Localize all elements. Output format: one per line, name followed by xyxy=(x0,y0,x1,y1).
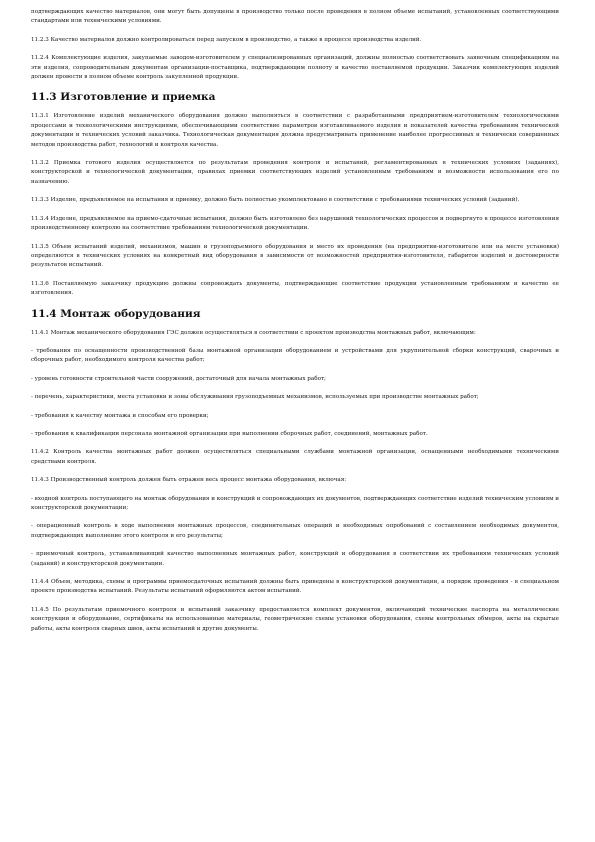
list-item-operational-control: - операционный контроль в ходе выполнения монтажных процессов, соединительных операций и необходимых опробований с составлением необходимых документов, подтверждающих выполнение этого контроля и его результаты; xyxy=(31,523,559,539)
section-heading-11-4: 11.4 Монтаж оборудования xyxy=(31,307,201,320)
paragraph-11-3-1: 11.3.1 Изготовление изделий механического оборудования должно выполняться в соответствии с разработанными предприятием-изготовителем технологическими процессами и технологическими инструкциями, обеспечивающими соответствие параметров изготавливаемого изделия и показателей качества требованиям технической документации и технических условий заказчика. Технологическая документация должна предусматривать применение наиболее прогрессивных и технически совершенных методов производства работ, технологий и контроля качества. xyxy=(31,113,559,148)
paragraph-11-4-4: 11.4.4 Объем, методика, схемы и программы приемосдаточных испытаний должны быть приведены в конструкторской документации, а порядок проведения - в специальном проекте производства испытаний. Результаты испытаний оформляются актом испытаний. xyxy=(31,579,559,595)
list-item-staff-qualification: - требования к квалификации персонала монтажной организации при выполнении сборочных работ, соединений, монтажных работ. xyxy=(31,430,428,437)
list-item-quality-requirements: - требования к качеству монтажа и способам его проверки; xyxy=(31,412,209,419)
paragraph-11-4-5: 11.4.5 По результатам приемочного контроля и испытаний заказчику предоставляется комплект документов, включающий технические паспорта на металлические конструкции и оборудование, сертификаты на использованные материалы, геометрические схемы установки оборудования, схемы контрольных обмеров, акты на скрытые работы, акты контроля сварных швов, акты испытаний и другие документы. xyxy=(31,606,559,632)
paragraph-11-4-3: 11.4.3 Производственный контроль должен быть отражен весь процесс монтажа оборудования, включая: xyxy=(31,477,347,484)
paragraph-11-2-4: 11.2.4 Комплектующие изделия, закупаемые заводом-изготовителем у специализированных организаций, должны полностью соответствовать заявочным спецификациям на эти изделия, сопроводительным документам организации-поставщика, подтверждающим полноту и качество поставляемой продукции. Заказчик комплектующих изделий должен провести в полном объеме контроль закупленной продукции. xyxy=(31,55,559,81)
paragraph-11-3-2: 11.3.2 Приемка готового изделия осуществляется по результатам проведения контроля и испытаний, регламентированных в технических условиях (заданиях), конструкторской и технологической документации, правилах приемки соответствующих изделий установленным требованиям и возможности использования его по назначению. xyxy=(31,160,559,185)
paragraph-continuation: подтверждающих качество материалов, они могут быть допущены в производство только после проведения в полном объеме испытаний, установленных соответствующими стандартами или техническими условиями. xyxy=(31,9,559,25)
list-item-lifting-mechanisms: - перечень, характеристики, места установки и зоны обслуживания грузоподъемных механизмов, используемых при производстве монтажных работ; xyxy=(31,394,479,401)
section-heading-11-3: 11.3 Изготовление и приемка xyxy=(31,91,216,104)
paragraph-11-3-4: 11.3.4 Изделие, предъявляемое на приемо-сдаточные испытания, должно быть изготовлено без нарушений технологических процессов и подвергнуто в процессе изготовления производственному контролю на соответствие требованиям технологической документации. xyxy=(31,215,559,232)
list-item-incoming-control: - входной контроль поступающего на монтаж оборудования и конструкций и сопровождающих их документов, подтверждающих соответствие изделий техническим условиям и конструкторской документации; xyxy=(31,495,559,511)
paragraph-11-4-2: 11.4.2 Контроль качества монтажных работ должен осуществляться специальными службами монтажной организации, оснащенными необходимыми техническими средствами контроля. xyxy=(31,449,559,465)
paragraph-11-3-3: 11.3.3 Изделие, предъявляемое на испытания и приемку, должно быть полностью укомплектовано в соответствии с требованиями технических условий (заданий). xyxy=(31,197,520,204)
list-item-base-equipment: - требования по оснащенности производственной базы монтажной организации оборудованием и устройствами для укрупнительной сборки конструкций, сварочных и сборочных работ, необходимого контроля качества работ; xyxy=(31,347,559,364)
paragraph-11-3-5: 11.3.5 Объем испытаний изделий, механизмов, машин и грузоподъемного оборудования и место их проведения (на предприятии-изготовителе или на месте установки) определяются в технических условиях на конкретный вид оборудования в зависимости от возможностей предприятия-изготовителя, габаритов изделий и достоверности результатов испытаний. xyxy=(31,243,559,269)
list-item-readiness: - уровень готовности строительной части сооружений, достаточный для начала монтажных работ; xyxy=(31,375,326,382)
paragraph-11-4-1: 11.4.1 Монтаж механического оборудования ГЭС должен осуществляться в соответствии с проектом производства монтажных работ, включающим: xyxy=(31,329,476,336)
paragraph-11-2-3: 11.2.3 Качество материалов должно контролироваться перед запуском в производство, а также в процессе производства изделий. xyxy=(31,36,422,43)
list-item-acceptance-control: - приемочный контроль, устанавливающий качество выполненных монтажных работ, конструкций и оборудования в соответствии их требованиям технических условий (заданий) и конструкторской документации. xyxy=(31,551,559,567)
paragraph-11-3-6: 11.3.6 Поставляемую заказчику продукцию должны сопровождать документы, подтверждающие соответствие продукции установленным требованиям и качество ее изготовления. xyxy=(31,280,559,297)
